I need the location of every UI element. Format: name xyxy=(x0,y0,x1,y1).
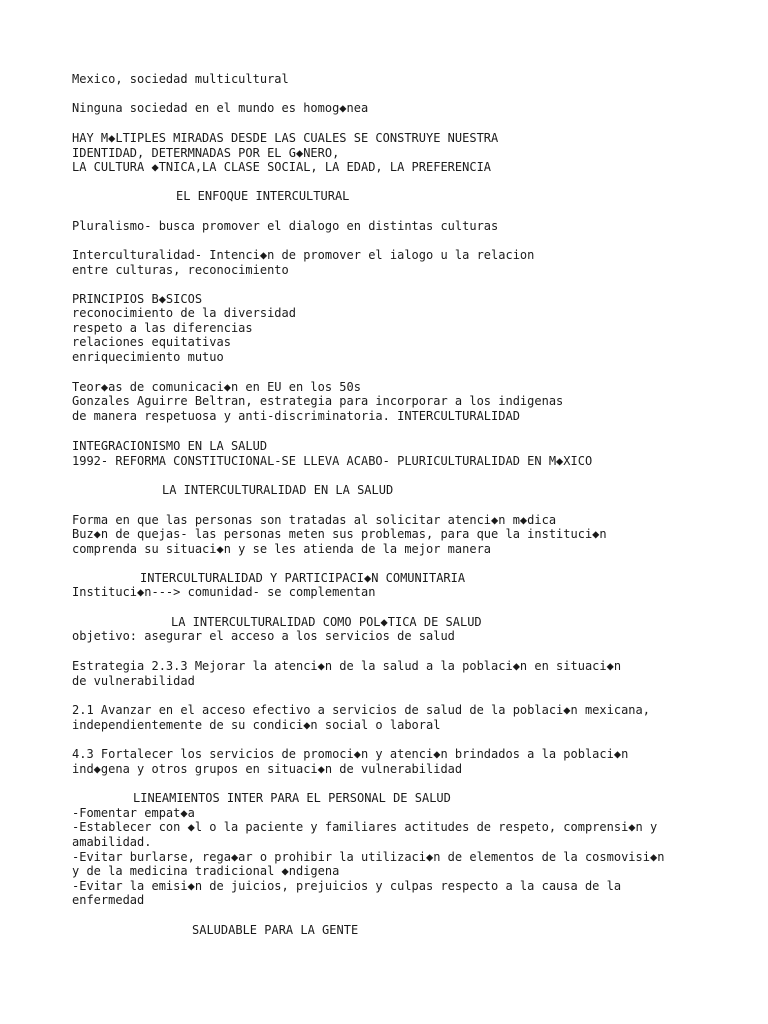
doc-line: de vulnerabilidad xyxy=(72,674,195,688)
doc-line: Pluralismo- busca promover el dialogo en distintas culturas xyxy=(72,219,499,233)
doc-line: -Evitar burlarse, rega◆ar o prohibir la utilizaci◆n de elementos de la cosmovisi◆n xyxy=(72,850,665,864)
section-heading: LINEAMIENTOS INTER PARA EL PERSONAL DE SALUD xyxy=(133,791,451,805)
doc-line: Teor◆as de comunicaci◆n en EU en los 50s xyxy=(72,380,361,394)
doc-line: comprenda su situaci◆n y se les atienda de la mejor manera xyxy=(72,542,492,556)
doc-line: Gonzales Aguirre Beltran, estrategia para incorporar a los indigenas xyxy=(72,394,564,408)
doc-line: reconocimiento de la diversidad xyxy=(72,306,296,320)
section-heading: LA INTERCULTURALIDAD EN LA SALUD xyxy=(162,483,394,497)
doc-line: Ninguna sociedad en el mundo es homog◆nea xyxy=(72,101,369,115)
doc-line: y de la medicina tradicional ◆ndigena xyxy=(72,864,340,878)
doc-line: Instituci◆n---> comunidad- se complementan xyxy=(72,585,376,599)
doc-line: -Establecer con ◆l o la paciente y familiares actitudes de respeto, comprensi◆n y xyxy=(72,820,658,834)
doc-line: Mexico, sociedad multicultural xyxy=(72,72,289,86)
doc-line: 2.1 Avanzar en el acceso efectivo a servicios de salud de la poblaci◆n mexicana, xyxy=(72,703,650,717)
doc-line: Forma en que las personas son tratadas al solicitar atenci◆n m◆dica xyxy=(72,513,557,527)
doc-line: amabilidad. xyxy=(72,835,152,849)
doc-line: respeto a las diferencias xyxy=(72,321,253,335)
doc-line: INTEGRACIONISMO EN LA SALUD xyxy=(72,439,268,453)
doc-line: PRINCIPIOS B◆SICOS xyxy=(72,292,203,306)
doc-line: enfermedad xyxy=(72,893,145,907)
doc-line: entre culturas, reconocimiento xyxy=(72,263,289,277)
doc-line: objetivo: asegurar el acceso a los servicios de salud xyxy=(72,629,455,643)
doc-line: Interculturalidad- Intenci◆n de promover el ialogo u la relacion xyxy=(72,248,535,262)
doc-line: 1992- REFORMA CONSTITUCIONAL-SE LLEVA ACABO- PLURICULTURALIDAD EN M◆XICO xyxy=(72,454,593,468)
section-heading: SALUDABLE PARA LA GENTE xyxy=(192,923,359,937)
section-heading: EL ENFOQUE INTERCULTURAL xyxy=(176,189,350,203)
doc-line: -Fomentar empat◆a xyxy=(72,806,195,820)
doc-line: IDENTIDAD, DETERMNADAS POR EL G◆NERO, xyxy=(72,146,340,160)
doc-line: LA CULTURA ◆TNICA,LA CLASE SOCIAL, LA EDAD, LA PREFERENCIA xyxy=(72,160,492,174)
doc-line: Buz◆n de quejas- las personas meten sus problemas, para que la instituci◆n xyxy=(72,527,607,541)
doc-line: -Evitar la emisi◆n de juicios, prejuicios y culpas respecto a la causa de la xyxy=(72,879,622,893)
doc-line: ind◆gena y otros grupos en situaci◆n de vulnerabilidad xyxy=(72,762,463,776)
doc-line: HAY M◆LTIPLES MIRADAS DESDE LAS CUALES SE CONSTRUYE NUESTRA xyxy=(72,131,499,145)
doc-line: enriquecimiento mutuo xyxy=(72,350,224,364)
section-heading: INTERCULTURALIDAD Y PARTICIPACI◆N COMUNITARIA xyxy=(140,571,466,585)
section-heading: LA INTERCULTURALIDAD COMO POL◆TICA DE SALUD xyxy=(171,615,482,629)
doc-line: 4.3 Fortalecer los servicios de promoci◆n y atenci◆n brindados a la poblaci◆n xyxy=(72,747,629,761)
doc-line: relaciones equitativas xyxy=(72,335,231,349)
doc-line: independientemente de su condici◆n social o laboral xyxy=(72,718,441,732)
doc-line: de manera respetuosa y anti-discriminatoria. INTERCULTURALIDAD xyxy=(72,409,520,423)
doc-line: Estrategia 2.3.3 Mejorar la atenci◆n de la salud a la poblaci◆n en situaci◆n xyxy=(72,659,622,673)
